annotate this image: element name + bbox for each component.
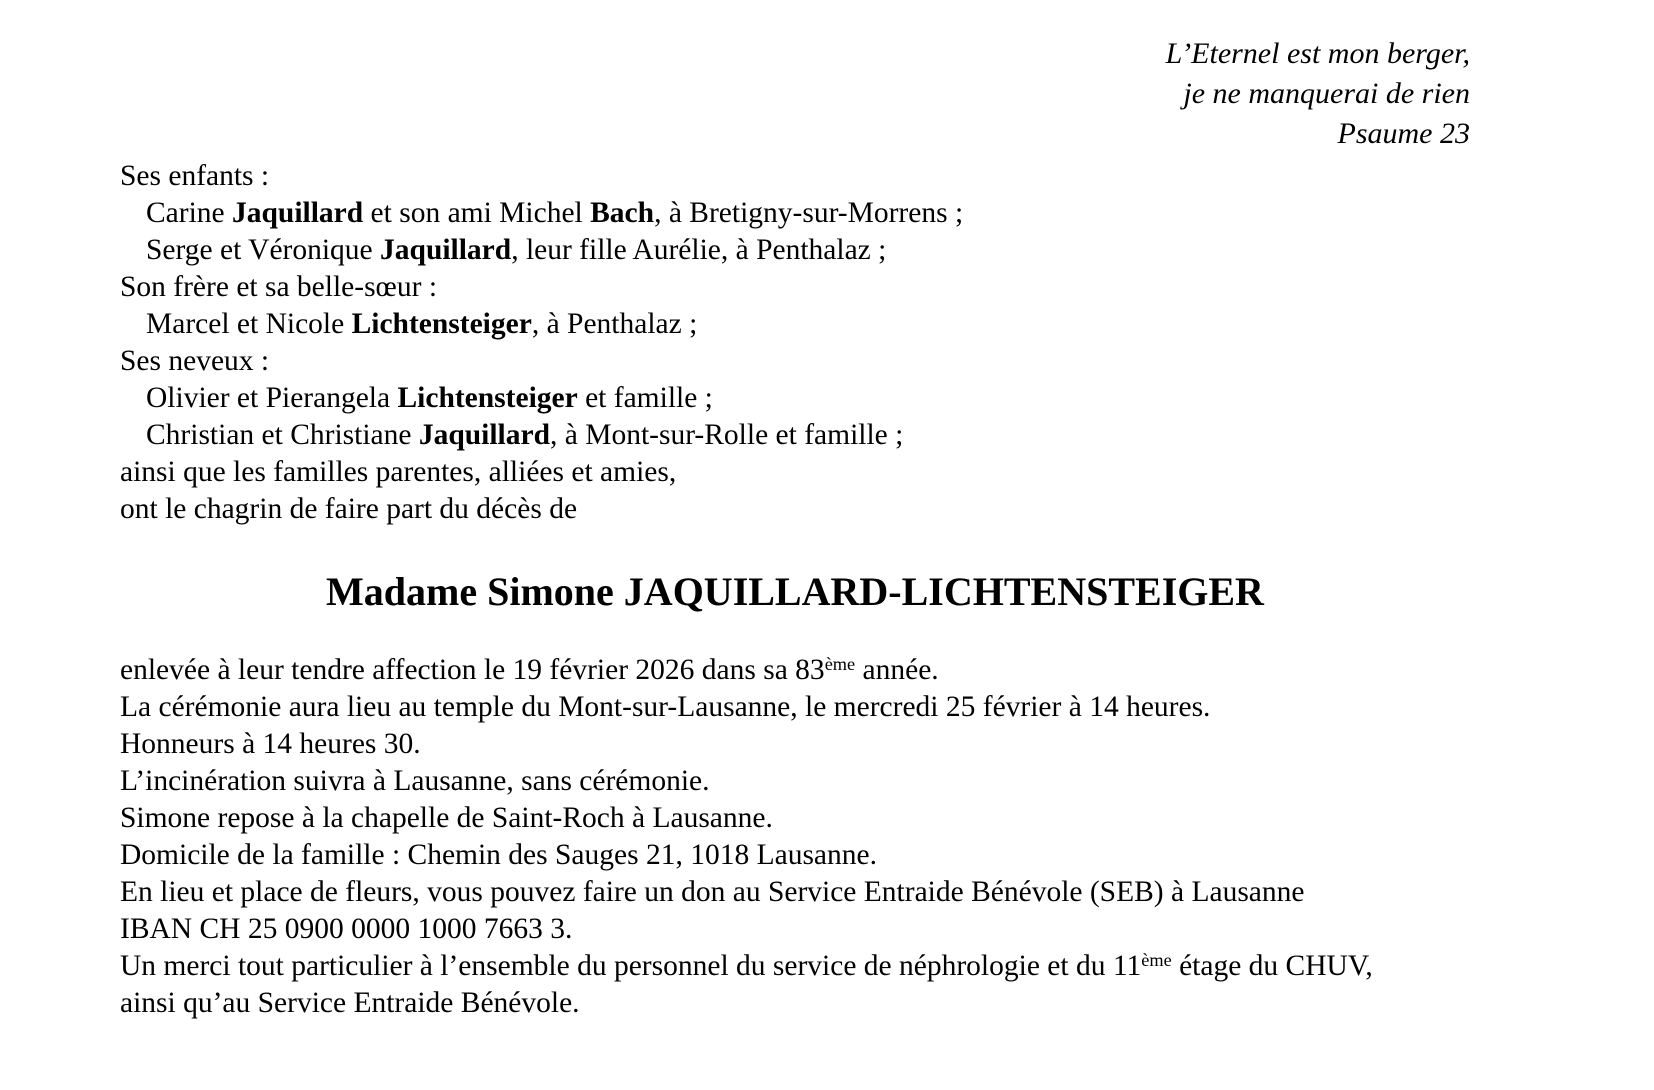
ceremony-details — [120, 652, 1470, 1022]
text-segment: Domicile de la famille : Chemin des Sauges 21, 1018 Lausanne. — [120, 839, 877, 871]
text-line — [120, 837, 1470, 874]
surname-bold: Jaquillard — [232, 197, 364, 229]
text-line — [120, 158, 1470, 195]
text-segment: Son frère et sa belle-sœur : — [120, 271, 438, 303]
text-segment: , leur fille Aurélie, à Penthalaz ; — [511, 234, 887, 266]
text-line — [120, 380, 1470, 417]
text-segment: La cérémonie aura lieu au temple du Mont-sur-Lausanne, le mercredi 25 février à 14 heures. — [120, 691, 1211, 723]
text-segment: Un merci tout particulier à l’ensemble du personnel du service de néphrologie et du 11 — [120, 950, 1142, 982]
text-line — [120, 763, 1470, 800]
text-line — [120, 417, 1470, 454]
text-segment: et son ami Michel — [363, 197, 591, 229]
ordinal-superscript: ème — [824, 654, 856, 675]
psalm-quote-reference: Psaume 23 — [1337, 117, 1470, 150]
text-segment: Ses enfants : — [120, 160, 270, 192]
text-segment: ont le chagrin de faire part du décès de — [120, 493, 578, 525]
text-segment: ainsi que les familles parentes, alliées et amies, — [120, 456, 677, 488]
ordinal-superscript: ème — [1141, 950, 1172, 971]
text-line — [120, 726, 1470, 763]
text-line — [120, 454, 1470, 491]
text-line — [120, 195, 1470, 232]
text-segment: et famille ; — [577, 382, 713, 414]
surname-bold: Jaquillard — [380, 234, 512, 266]
text-segment: Carine — [146, 197, 233, 229]
text-segment: Olivier et Pierangela — [146, 382, 398, 414]
surname-bold: Lichtensteiger — [351, 308, 532, 340]
text-line — [120, 874, 1470, 911]
psalm-quote-line-2: je ne manquerai de rien — [1183, 77, 1470, 110]
text-line — [120, 652, 1470, 689]
text-segment: année. — [855, 654, 939, 686]
text-segment: Marcel et Nicole — [146, 308, 352, 340]
text-line — [120, 911, 1470, 948]
text-segment: ainsi qu’au Service Entraide Bénévole. — [120, 987, 580, 1019]
text-segment: Christian et Christiane — [146, 419, 419, 451]
text-segment: IBAN CH 25 0900 0000 1000 7663 3. — [120, 913, 573, 945]
psalm-quote — [120, 34, 1470, 154]
text-line — [120, 800, 1470, 837]
text-segment: Honneurs à 14 heures 30. — [120, 728, 421, 760]
text-line — [120, 985, 1470, 1022]
surname-bold: Lichtensteiger — [397, 382, 578, 414]
text-line — [120, 232, 1470, 269]
text-line — [120, 491, 1470, 528]
text-segment: enlevée à leur tendre affection le 19 février 2026 dans sa 83 — [120, 654, 825, 686]
text-segment: , à Penthalaz ; — [531, 308, 698, 340]
surname-bold: Jaquillard — [418, 419, 550, 451]
text-segment: Serge et Véronique — [146, 234, 381, 266]
surname-bold: Bach — [590, 197, 655, 229]
family-list — [120, 158, 1470, 528]
text-line — [120, 948, 1470, 985]
deceased-name-title: Madame Simone JAQUILLARD-LICHTENSTEIGER — [326, 569, 1264, 614]
text-line — [120, 306, 1470, 343]
text-segment: Simone repose à la chapelle de Saint-Roch à Lausanne. — [120, 802, 773, 834]
text-segment: L’incinération suivra à Lausanne, sans cérémonie. — [120, 765, 710, 797]
text-segment: En lieu et place de fleurs, vous pouvez faire un don au Service Entraide Bénévole (SEB) à Lausanne — [120, 876, 1305, 908]
psalm-quote-line-1: L’Eternel est mon berger, — [1165, 37, 1470, 70]
text-segment: Ses neveux : — [120, 345, 270, 377]
text-line — [120, 689, 1470, 726]
text-line — [120, 343, 1470, 380]
text-segment: , à Bretigny-sur-Morrens ; — [654, 197, 964, 229]
text-segment: , à Mont-sur-Rolle et famille ; — [550, 419, 904, 451]
text-segment: étage du CHUV, — [1171, 950, 1373, 982]
text-line — [120, 269, 1470, 306]
